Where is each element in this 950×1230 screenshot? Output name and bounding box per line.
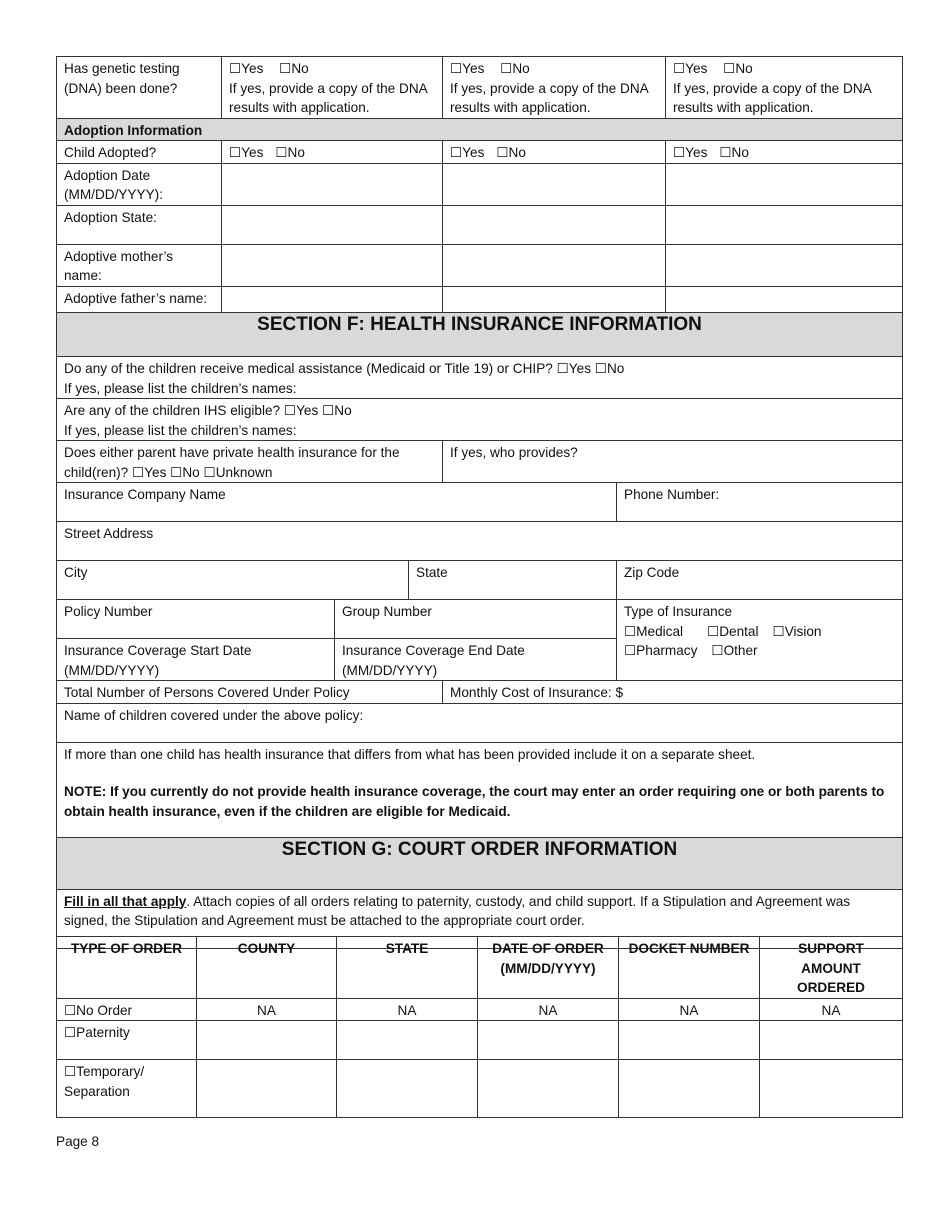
- adoptive-mother-field-2[interactable]: [443, 244, 666, 286]
- insurance-company-field[interactable]: Insurance Company Name: [57, 483, 617, 522]
- temporary-support-field[interactable]: [760, 1060, 903, 1118]
- section-g-title: SECTION G: COURT ORDER INFORMATION: [57, 837, 903, 889]
- paternity-checkbox[interactable]: ☐Paternity: [57, 1021, 197, 1060]
- genetic-cell-1: [222, 57, 443, 119]
- adopted-no-checkbox-2[interactable]: ☐No: [496, 145, 526, 160]
- genetic-no-checkbox-2[interactable]: ☐No: [500, 61, 530, 76]
- insurance-note-cell: [57, 742, 903, 837]
- paternity-state-field[interactable]: [337, 1021, 478, 1060]
- genetic-label: Has genetic testing (DNA) been done?: [57, 57, 222, 119]
- other-checkbox[interactable]: ☐Other: [711, 643, 758, 658]
- insurance-type-cell: [617, 600, 903, 681]
- ihs-no-checkbox[interactable]: ☐No: [322, 403, 352, 418]
- no-order-date: NA: [478, 998, 619, 1021]
- genetic-cell-2: [443, 57, 666, 119]
- col-type-of-order: TYPE OF ORDER: [57, 937, 197, 999]
- adoption-date-field-3[interactable]: [666, 163, 903, 205]
- adopted-no-checkbox-3[interactable]: ☐No: [719, 145, 749, 160]
- ihs-yes-checkbox[interactable]: ☐Yes: [283, 403, 319, 418]
- medical-checkbox[interactable]: ☐Medical: [624, 623, 684, 639]
- phone-number-field[interactable]: Phone Number:: [617, 483, 903, 522]
- adopted-yes-checkbox-3[interactable]: ☐Yes: [673, 145, 708, 160]
- coverage-start-field[interactable]: Insurance Coverage Start Date (MM/DD/YYYY): [57, 639, 335, 681]
- state-field[interactable]: State: [409, 561, 617, 600]
- private-unknown-checkbox[interactable]: ☐Unknown: [203, 464, 273, 480]
- group-number-field[interactable]: Group Number: [335, 600, 617, 639]
- paternity-date-field[interactable]: [478, 1021, 619, 1060]
- private-no-checkbox[interactable]: ☐No: [170, 464, 200, 480]
- children-covered-field[interactable]: Name of children covered under the above policy:: [57, 703, 903, 742]
- separate-sheet-text: If more than one child has health insurance that differs from what has been provided include it on a separate sheet.: [64, 746, 756, 762]
- adoption-table: [56, 56, 903, 326]
- no-order-docket: NA: [619, 998, 760, 1021]
- adoption-state-label: Adoption State:: [57, 205, 222, 244]
- col-docket-number: DOCKET NUMBER: [619, 937, 760, 999]
- col-support-amount: SUPPORT AMOUNT ORDERED: [760, 937, 903, 999]
- fill-text: . Attach copies of all orders relating to paternity, custody, and child support. If a Stipulation and Agreement was signed, the Stipulation and Agreement must be attached to the appropriate court order.: [64, 893, 851, 928]
- adopted-no-checkbox-1[interactable]: ☐No: [275, 145, 305, 160]
- paternity-county-field[interactable]: [197, 1021, 337, 1060]
- private-insurance-cell: [57, 441, 443, 483]
- temporary-separation-checkbox[interactable]: ☐Temporary/ Separation: [57, 1060, 197, 1118]
- adoption-state-field-2[interactable]: [443, 205, 666, 244]
- private-yes-checkbox[interactable]: ☐Yes: [132, 464, 167, 480]
- section-f-title: SECTION F: HEALTH INSURANCE INFORMATION: [57, 313, 903, 357]
- ihs-row: [57, 399, 903, 441]
- no-order-county: NA: [197, 998, 337, 1021]
- temporary-state-field[interactable]: [337, 1060, 478, 1118]
- genetic-yes-checkbox-3[interactable]: ☐Yes: [673, 61, 708, 76]
- paternity-docket-field[interactable]: [619, 1021, 760, 1060]
- adoptive-father-label: Adoptive father’s name:: [57, 286, 222, 325]
- genetic-yes-checkbox-2[interactable]: ☐Yes: [450, 61, 485, 76]
- no-order-state: NA: [337, 998, 478, 1021]
- adoptive-mother-field-3[interactable]: [666, 244, 903, 286]
- court-order-table: [56, 936, 903, 1118]
- col-county: COUNTY: [197, 937, 337, 999]
- fill-label: Fill in all that apply: [64, 893, 187, 909]
- ihs-question: Are any of the children IHS eligible?: [64, 403, 281, 418]
- adopted-yes-checkbox-1[interactable]: ☐Yes: [229, 145, 264, 160]
- adoption-state-field-1[interactable]: [222, 205, 443, 244]
- private-insurance-question: Does either parent have private health insurance for the child(ren)?: [64, 445, 400, 480]
- child-adopted-cell-3: [666, 141, 903, 164]
- street-address-field[interactable]: Street Address: [57, 522, 903, 561]
- adoption-date-field-2[interactable]: [443, 163, 666, 205]
- child-adopted-label: Child Adopted?: [57, 141, 222, 164]
- pharmacy-checkbox[interactable]: ☐Pharmacy: [624, 643, 698, 658]
- temporary-county-field[interactable]: [197, 1060, 337, 1118]
- who-provides-field[interactable]: If yes, who provides?: [443, 441, 903, 483]
- adoption-date-label: Adoption Date (MM/DD/YYYY):: [57, 163, 222, 205]
- page-number: Page 8: [56, 1134, 100, 1149]
- genetic-yes-checkbox-1[interactable]: ☐Yes: [229, 61, 264, 76]
- medicaid-names-prompt: If yes, please list the children’s names:: [64, 380, 297, 396]
- paternity-support-field[interactable]: [760, 1021, 903, 1060]
- zip-code-field[interactable]: Zip Code: [617, 561, 903, 600]
- vision-checkbox[interactable]: ☐Vision: [772, 623, 822, 639]
- adoption-state-field-3[interactable]: [666, 205, 903, 244]
- city-field[interactable]: City: [57, 561, 409, 600]
- adoptive-mother-field-1[interactable]: [222, 244, 443, 286]
- insurance-type-label: Type of Insurance: [624, 604, 733, 619]
- ihs-names-prompt: If yes, please list the children’s names:: [64, 422, 297, 438]
- total-persons-field[interactable]: Total Number of Persons Covered Under Policy: [57, 681, 443, 704]
- adoption-date-field-1[interactable]: [222, 163, 443, 205]
- health-insurance-table: [56, 312, 903, 949]
- medicaid-yes-checkbox[interactable]: ☐Yes: [556, 361, 591, 376]
- temporary-docket-field[interactable]: [619, 1060, 760, 1118]
- genetic-no-checkbox-1[interactable]: ☐No: [279, 61, 309, 76]
- adoption-header: Adoption Information: [57, 118, 903, 141]
- adopted-yes-checkbox-2[interactable]: ☐Yes: [450, 145, 485, 160]
- adoptive-mother-label: Adoptive mother’s name:: [57, 244, 222, 286]
- genetic-note-2: If yes, provide a copy of the DNA results with application.: [450, 80, 648, 115]
- no-order-checkbox[interactable]: ☐No Order: [57, 998, 197, 1021]
- genetic-cell-3: [666, 57, 903, 119]
- temporary-date-field[interactable]: [478, 1060, 619, 1118]
- monthly-cost-field[interactable]: Monthly Cost of Insurance: $: [443, 681, 903, 704]
- child-adopted-cell-1: [222, 141, 443, 164]
- child-adopted-cell-2: [443, 141, 666, 164]
- no-order-support: NA: [760, 998, 903, 1021]
- insurance-note: NOTE: If you currently do not provide health insurance coverage, the court may enter an order requiring one or both parents to obtain health insurance, even if the children are eligible for Medicaid.: [64, 784, 885, 819]
- genetic-no-checkbox-3[interactable]: ☐No: [723, 61, 753, 76]
- genetic-note-1: If yes, provide a copy of the DNA results with application.: [229, 80, 427, 115]
- coverage-end-field[interactable]: Insurance Coverage End Date (MM/DD/YYYY): [335, 639, 617, 681]
- col-date-of-order: DATE OF ORDER (MM/DD/YYYY): [478, 937, 619, 999]
- col-state: STATE: [337, 937, 478, 999]
- policy-number-field[interactable]: Policy Number: [57, 600, 335, 639]
- medicaid-row: [57, 357, 903, 399]
- genetic-note-3: If yes, provide a copy of the DNA results with application.: [673, 80, 871, 115]
- medicaid-question: Do any of the children receive medical assistance (Medicaid or Title 19) or CHIP?: [64, 361, 553, 376]
- medicaid-no-checkbox[interactable]: ☐No: [594, 361, 625, 376]
- dental-checkbox[interactable]: ☐Dental: [707, 623, 759, 639]
